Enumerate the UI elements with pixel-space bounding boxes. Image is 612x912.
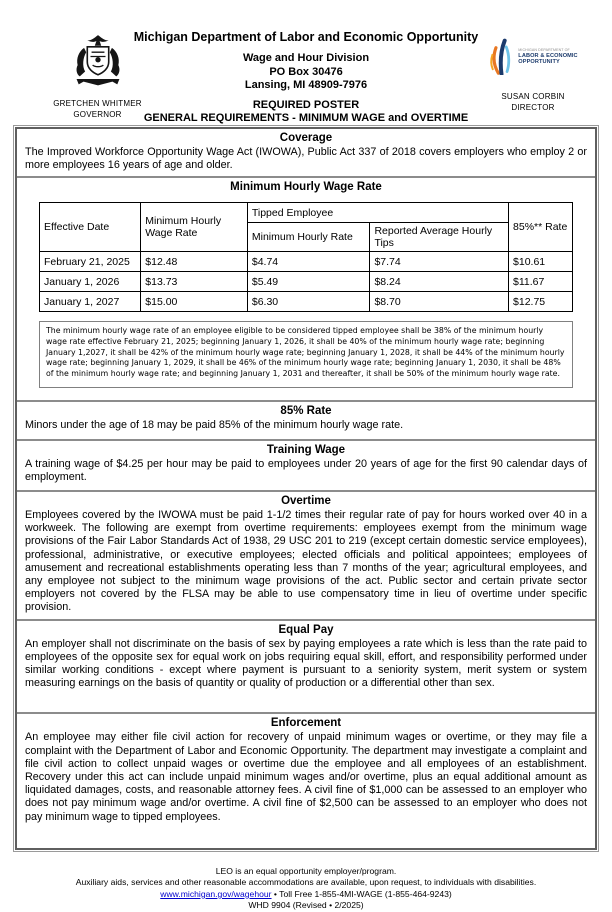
governor-title: GOVERNOR [73, 110, 122, 119]
equal-pay-body: An employer shall not discriminate on the basis of sex by paying employees a rate which is less than the rate paid to employees of the opposite sex for equal work on jobs requiring equal skill, effort, and responsibility performed under similar working conditions - except where payment is pursuant to a seniority system, merit system or system measuring earnings on the basis of quantity or quality of production or a differential other than sex. [25, 637, 587, 690]
table-row [40, 252, 573, 272]
coverage-title: Coverage [279, 132, 333, 144]
wagehour-link[interactable]: www.michigan.gov/wagehour [160, 888, 272, 899]
michigan-state-seal-icon [71, 34, 125, 94]
training-body: A training wage of $4.25 per hour may be paid to employees under 20 years of age for the first 90 calendar days of employment. [25, 457, 587, 483]
footer-line-contact [0, 889, 612, 901]
tipped-rate-footnote: The minimum hourly wage rate of an employee eligible to be considered tipped employee shall be 38% of the minimum hourly wage rate effective February 21, 2025; beginning January 1, 2026, it shall be 40% of the minimum hourly wage rate; beginning January 1,2027, it shall be 42% of the minimum hourly wage rate; beginning January 1, 2028, it shall be 44% of the minimum hourly wage rate; beginning January 1, 2029, it shall be 46% of the minimum hourly wage rate; beginning January 1, 2030, it shall be 48% of the minimum hourly wage rate; and beginning January 1, 2031 and thereafter, it shall be 50% of the minimum hourly wage rate. [39, 321, 573, 388]
poster-subtitle: GENERAL REQUIREMENTS - MINIMUM WAGE and OVERTIME [143, 112, 469, 124]
rate85-body: Minors under the age of 18 may be paid 85% of the minimum hourly wage rate. [25, 419, 404, 432]
director-name: SUSAN CORBIN [501, 92, 565, 101]
main-box [13, 125, 599, 852]
table-cell: $8.24 [370, 272, 509, 292]
wage-table [39, 202, 573, 312]
header-title-block [126, 30, 486, 126]
leo-logo [468, 38, 598, 75]
header [0, 0, 612, 125]
section-overtime [17, 490, 595, 619]
table-row [40, 272, 573, 292]
leo-logo-line1: MICHIGAN DEPARTMENT OF [518, 47, 570, 52]
table-cell: $15.00 [141, 292, 248, 312]
table-cell: February 21, 2025 [40, 252, 141, 272]
table-cell: $5.49 [247, 272, 370, 292]
enforcement-title: Enforcement [270, 717, 342, 730]
table-cell: January 1, 2026 [40, 272, 141, 292]
minimum-wage-title: Minimum Hourly Wage Rate [230, 181, 382, 194]
col-tipped-tips: Reported Average Hourly Tips [370, 223, 509, 252]
training-title: Training Wage [266, 443, 346, 456]
rate85-title: 85% Rate [280, 405, 332, 418]
table-cell: $4.74 [247, 252, 370, 272]
footer-line-accommodations: Auxiliary aids, services and other reasonable accommodations are available, upon request, to individuals with disabilities. [75, 877, 537, 888]
director-title: DIRECTOR [511, 103, 555, 112]
equal-pay-title: Equal Pay [278, 623, 334, 636]
wage-table-header-row-1 [40, 203, 573, 223]
col-rate85: 85%** Rate [509, 203, 573, 252]
main-box-inner [15, 127, 597, 850]
leo-logo-text [518, 48, 577, 66]
table-cell: $6.30 [247, 292, 370, 312]
col-tipped-min: Minimum Hourly Rate [247, 223, 370, 252]
wage-table-body [40, 252, 573, 312]
table-cell: January 1, 2027 [40, 292, 141, 312]
division-line: Wage and Hour Division [242, 52, 370, 64]
footer [0, 866, 612, 912]
wage-table-head [40, 203, 573, 252]
table-cell: $8.70 [370, 292, 509, 312]
section-minimum-wage [17, 176, 595, 388]
coverage-body: The Improved Workforce Opportunity Wage Act (IWOWA), Public Act 337 of 2018 covers employers who employ 2 or more employees 16 years of age and older. [25, 146, 587, 172]
col-effective-date: Effective Date [40, 203, 141, 252]
po-box-line: PO Box 30476 [269, 65, 343, 78]
leo-logo-line2: LABOR & ECONOMIC [518, 52, 578, 59]
leo-logo-line3: OPPORTUNITY [518, 59, 560, 65]
governor-name: GRETCHEN WHITMER [53, 99, 142, 108]
col-tipped-group: Tipped Employee [247, 203, 508, 223]
footer-line-eeo: LEO is an equal opportunity employer/program. [215, 865, 397, 876]
table-cell: $12.48 [141, 252, 248, 272]
overtime-body: Employees covered by the IWOWA must be paid 1-1/2 times their regular rate of pay for hours worked over 40 in a workweek. The following are exempt from overtime requirements: employees exempt from the minimum wage provisions of the Fair Labor Standards Act of 1938, 29 USC 201 to 219 (except certain domestic service employees), professional, administrative, or executive employees; elected officials and political appointees; employees of amusement and recreational establishments operating less than 7 months of the year; agricultural employees, and any employee not subject to the minimum wage provisions of the act. Public sector and certain private sector employers not covered by the FLSA may be able to use compensatory time in lieu of overtime under specific provision. [25, 508, 587, 614]
footer-tollfree-text: • Toll Free 1-855-4MI-WAGE (1-855-464-9243) [271, 888, 452, 899]
section-85-rate [17, 400, 595, 438]
table-row [40, 292, 573, 312]
table-cell: $12.75 [509, 292, 573, 312]
city-line: Lansing, MI 48909-7976 [244, 79, 368, 91]
wage-table-wrap [25, 195, 587, 312]
table-cell: $7.74 [370, 252, 509, 272]
required-poster-label: REQUIRED POSTER [252, 98, 360, 111]
section-equal-pay [17, 619, 595, 713]
footer-line-form-number: WHD 9904 (Revised • 2/2025) [248, 900, 364, 911]
section-training-wage [17, 439, 595, 490]
table-cell: $10.61 [509, 252, 573, 272]
table-cell: $11.67 [509, 272, 573, 292]
director-block [468, 38, 598, 113]
col-min-wage: Minimum Hourly Wage Rate [141, 203, 248, 252]
leo-flame-icon [488, 38, 515, 75]
section-enforcement [17, 712, 595, 847]
page-title: Michigan Department of Labor and Economic Opportunity [133, 30, 479, 44]
enforcement-body: An employee may either file civil action for recovery of unpaid minimum wages or overtime, or they may file a complaint with the Department of Labor and Economic Opportunity. The department may investigate a complaint and file civil action to collect unpaid wages or overtime due the employee and all employees of an establishment. Recovery under this act can include unpaid minimum wages and/or overtime, plus an equal additional amount as liquidated damages, costs, and reasonable attorney fees. A civil fine of $1,000 can be assessed to an employer who does not pay minimum wage and/or overtime. A civil fine of $2,500 can be assessed to an employer who does not pay minimum wage to tipped employees. [25, 731, 587, 823]
table-cell: $13.73 [141, 272, 248, 292]
section-coverage [17, 129, 595, 176]
overtime-title: Overtime [281, 494, 331, 507]
